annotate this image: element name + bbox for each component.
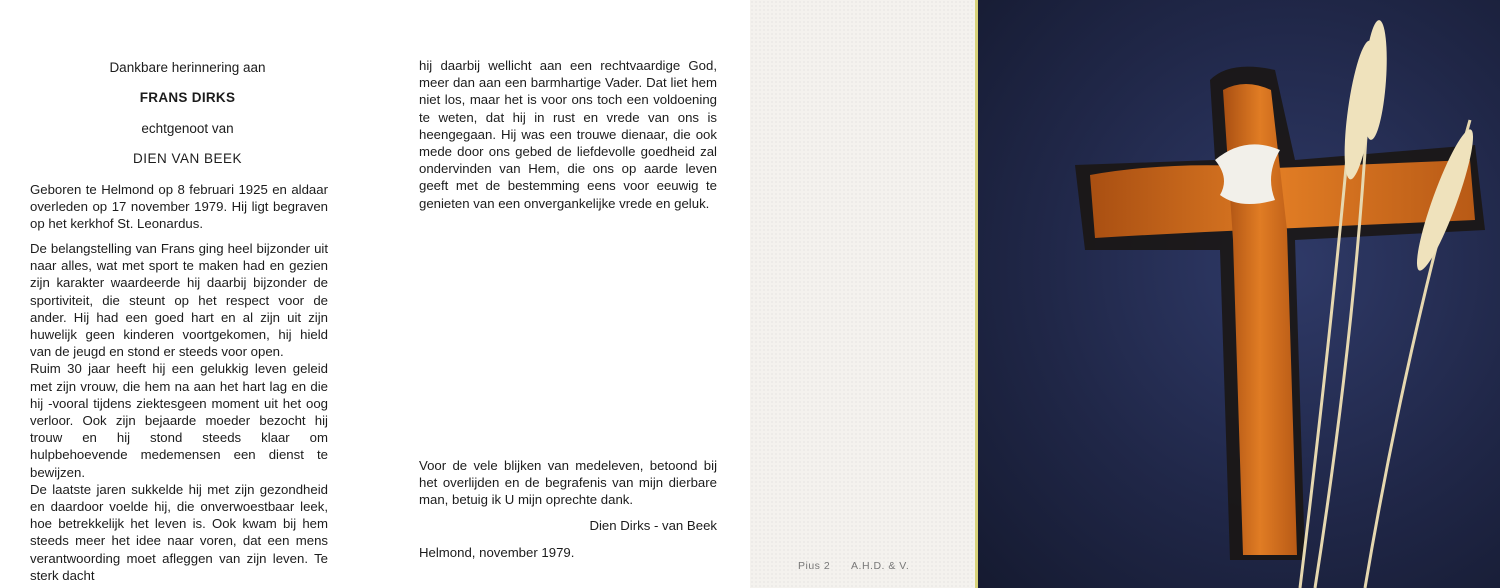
continuation-text: hij daarbij wellicht aan een rechtvaardige God, meer dan aan een barmhartige Vader. Dat liet hem niet los, maar het is voor ons toch een voldoening te weten, dat hij in rust en vrede van ons is heengegaan. Hij was een trouwe dienaar, die ook mede door ons gebed de liefdevolle goedheid zal ondervinden van Hem, die ons op aarde leven geeft met de bestemming eens voor eeuwig te genieten van een onvergankelijke vrede en geluk. — [419, 58, 717, 211]
story-paragraph-2: Ruim 30 jaar heeft hij een gelukkig leven geleid met zijn vrouw, die hem na aan het hart lag en die hij -vooral tijdens ziektesgeen moment uit het oog verloor. Ook zijn bejaarde moeder bezocht hij trouw en hij stond steeds klaar om hulpbehoevende medemensen een dienst te bewijzen. — [30, 361, 328, 480]
dove-icon — [1215, 144, 1280, 204]
life-story — [30, 240, 328, 584]
deceased-name: FRANS DIRKS — [139, 90, 236, 105]
birth-text: Geboren te Helmond op 8 februari 1925 en aldaar overleden op 17 november 1979. Hij ligt begraven op het kerkhof St. Leonardus. — [30, 182, 328, 232]
devotional-image — [975, 0, 1500, 588]
spouse-label: echtgenoot van — [141, 121, 234, 136]
place-date: Helmond, november 1979. — [419, 545, 575, 560]
thanks-text: Voor de vele blijken van medeleven, betoond bij het overlijden en de begrafenis van mijn dierbare man, betuig ik U mijn oprechte dank. — [419, 458, 717, 508]
imprint-publisher: A.H.D. & V. — [851, 560, 910, 572]
cross-with-wheat-artwork — [975, 0, 1500, 588]
story-paragraph-3: De laatste jaren sukkelde hij met zijn gezondheid en daardoor voelde hij, die onverwoestbaar leek, hoe betrekkelijk het leven is. Ook kwam bij hem steeds meer het idee naar voren, dat een mens verantwoording moet afleggen van zijn leven. Te sterk dacht — [30, 481, 328, 583]
printer-imprint — [798, 560, 927, 572]
wheat-stalks-icon — [1300, 60, 1470, 588]
card-middle-panel — [375, 0, 750, 588]
card-left-panel — [0, 0, 375, 588]
signature: Dien Dirks - van Beek — [589, 518, 717, 533]
birth-paragraph — [30, 181, 328, 233]
story-paragraph-1: De belangstelling van Frans ging heel bijzonder uit naar alles, wat met sport te maken had en gezien zijn karakter waardeerde hij daarbij bijzonder de sportiviteit, die steunt op het respect voor de ander. Hij had een goed hart en al zijn uit zijn huwelijk geen kinderen voortgekomen, hij hield van de jeugd en stond er steeds voor open. — [30, 241, 328, 360]
memorial-heading: Dankbare herinnering aan — [109, 60, 266, 75]
spouse-name: DIEN VAN BEEK — [132, 151, 243, 166]
imprint-series: Pius 2 — [798, 560, 831, 572]
card-back-panel — [750, 0, 975, 588]
